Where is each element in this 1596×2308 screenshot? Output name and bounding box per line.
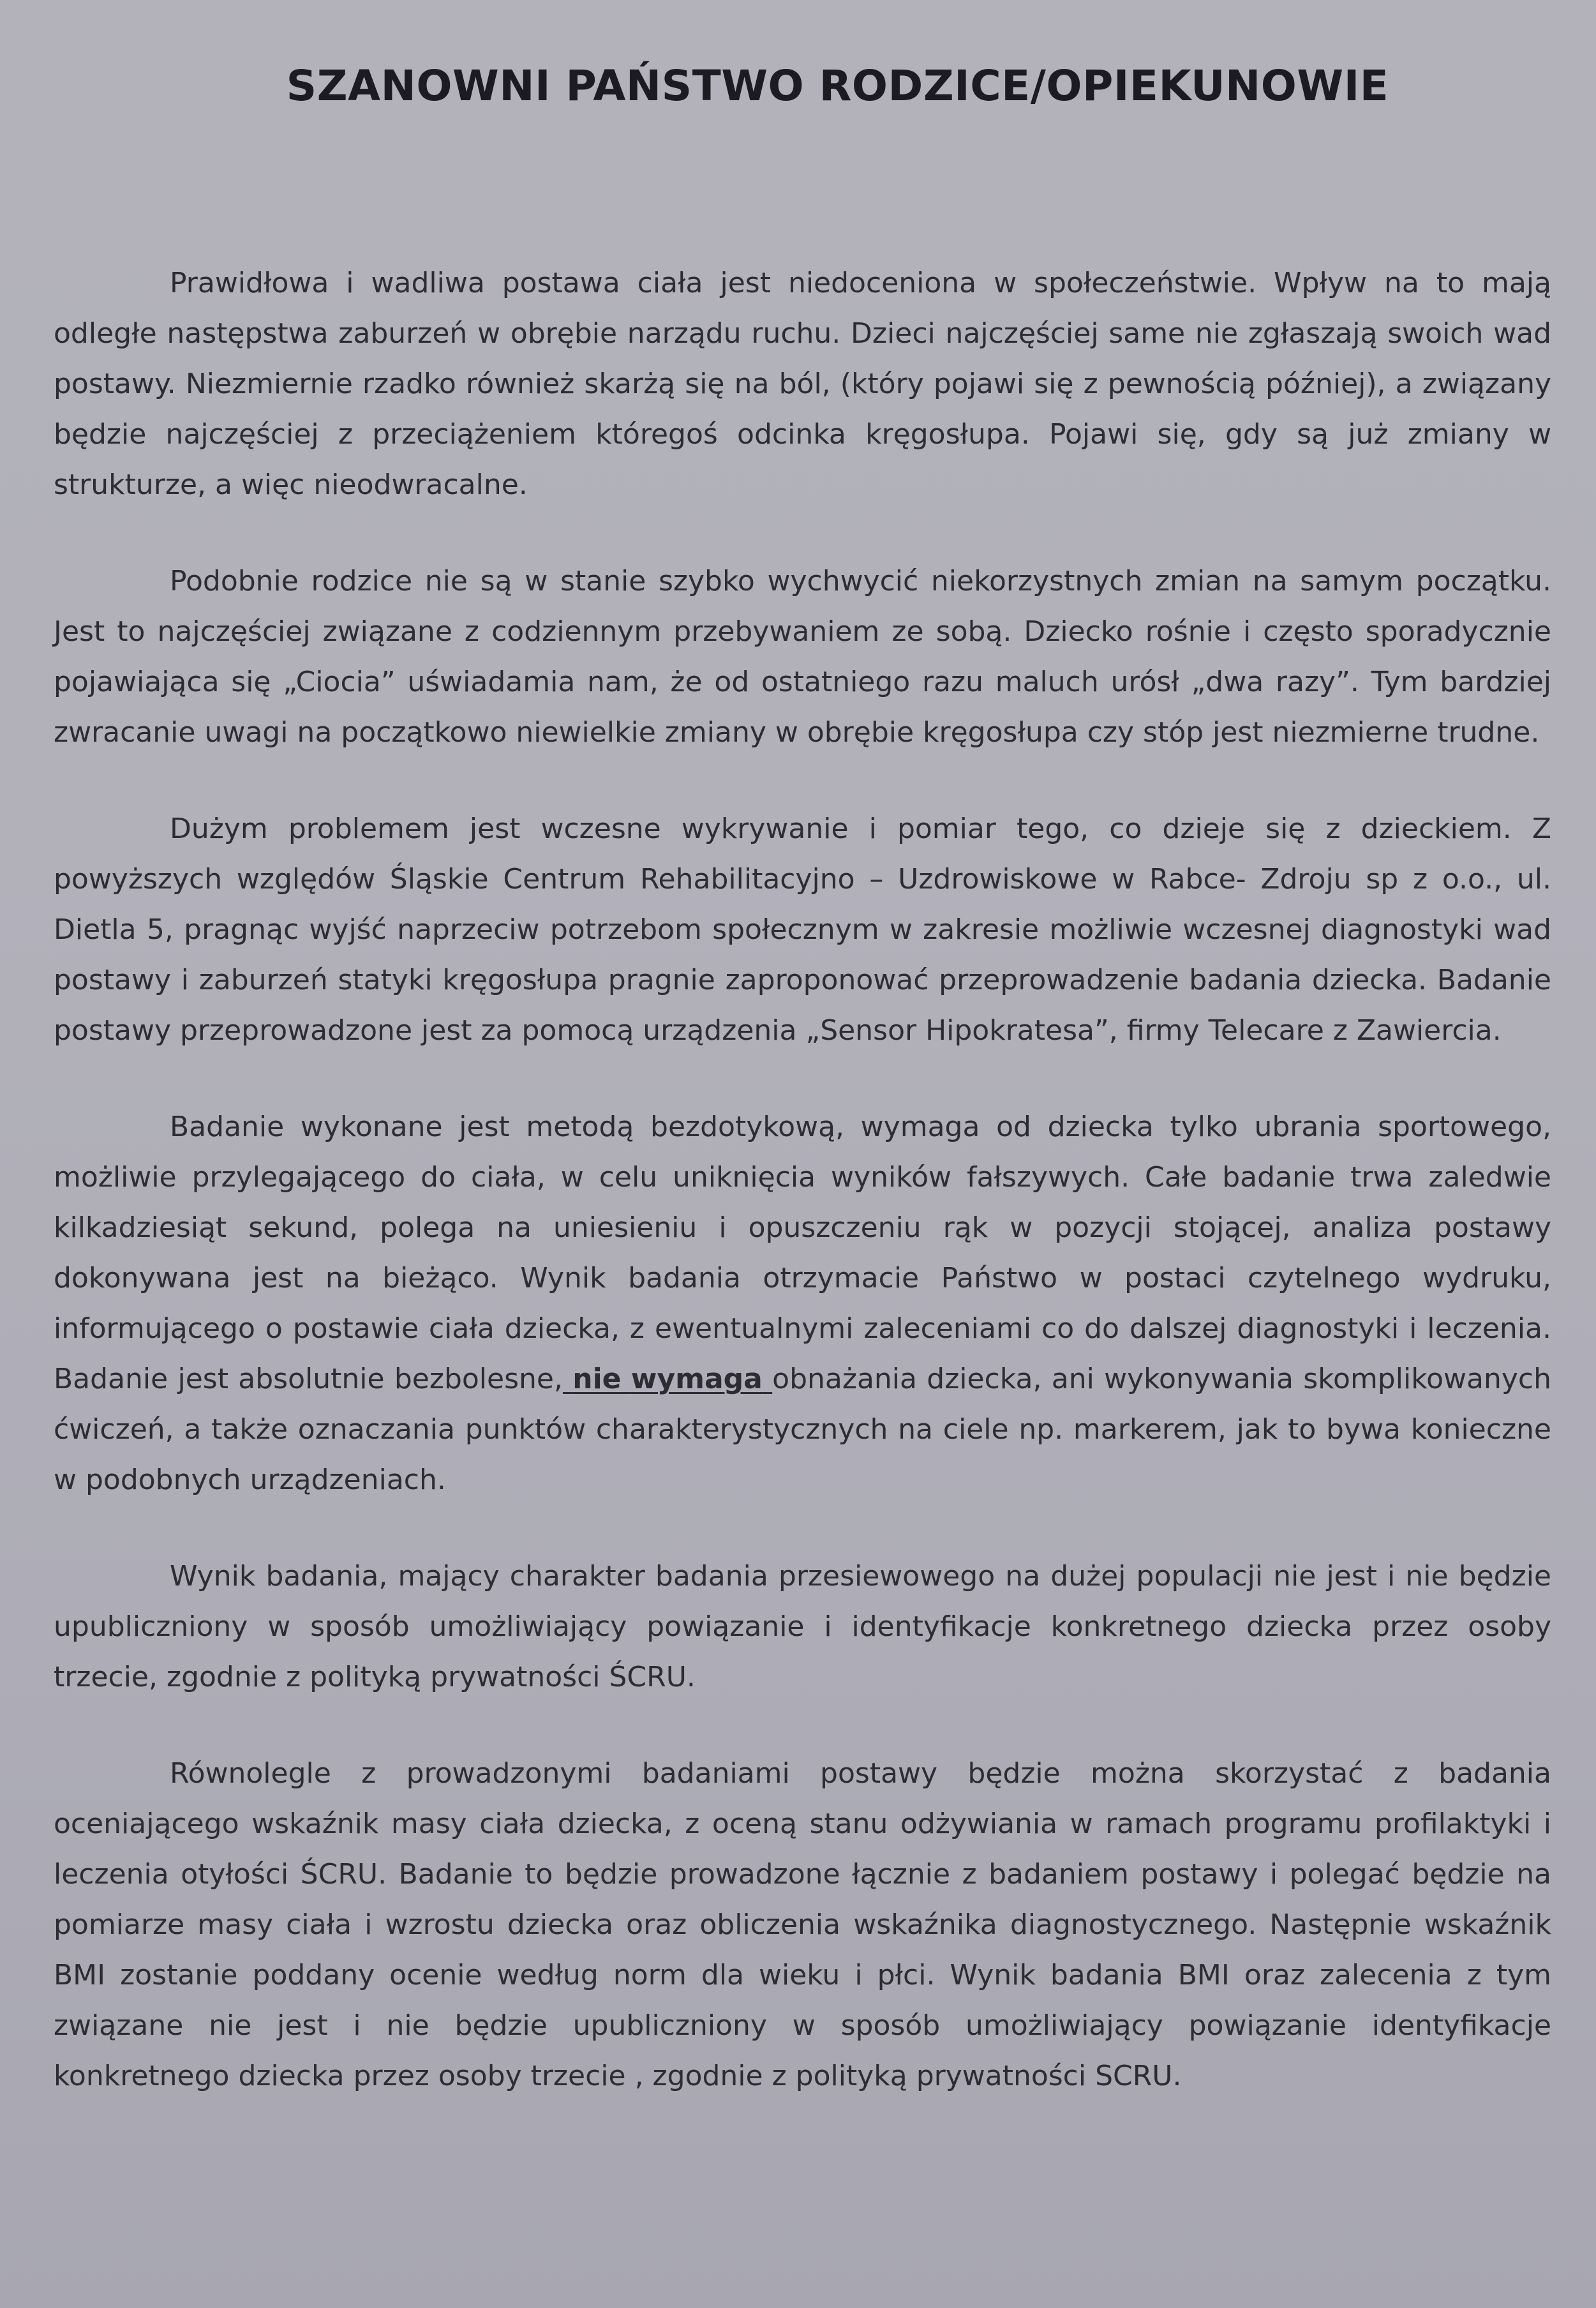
paragraph-parents: Podobnie rodzice nie są w stanie szybko wychwycić niekorzystnych zmian na samym początku. Jest to najczęściej związane z codziennym przebywaniem ze sobą. Dziecko rośnie i często sporadycznie pojawiająca się „Ciocia” uświadamia nam, że od ostatniego razu maluch urósł „dwa razy”. Tym bardziej zwracanie uwagi na początkowo niewielkie zmiany w obrębie kręgosłupa czy stóp jest niezmierne trudne. xyxy=(54,565,1551,749)
underline-gap xyxy=(563,1363,572,1395)
paragraph-bmi: Równolegle z prowadzonymi badaniami postawy będzie można skorzystać z badania oceniającego wskaźnik masy ciała dziecka, z oceną stanu odżywiania w ramach programu profilaktyki i leczenia otyłości ŚCRU. Badanie to będzie prowadzone łącznie z badaniem postawy i polegać będzie na pomiarze masy ciała i wzrostu dziecka oraz obliczenia wskaźnika diagnostycznego. Następnie wskaźnik BMI zostanie poddany ocenie według norm dla wieku i płci. Wynik badania BMI oraz zalecenia z tym związane nie jest i nie będzie upubliczniony w sposób umożliwiający powiązanie identyfikacje konkretnego dziecka przez osoby trzecie , zgodnie z polityką prywatności SCRU. xyxy=(54,1757,1551,2093)
examination-text-end: obnażania dziecka, ani wykonywania skomplikowanych ćwiczeń, a także oznaczania punktów charakterystycznych na ciele np. markerem, jak to bywa konieczne w podobnych urządzeniach. xyxy=(54,1363,1551,1497)
paragraph-examination xyxy=(54,1102,1551,1505)
underline-gap xyxy=(763,1363,772,1395)
document-body xyxy=(54,258,1551,2101)
paragraph-detection: Dużym problemem jest wczesne wykrywanie i pomiar tego, co dzieje się z dzieckiem. Z powyższych względów Śląskie Centrum Rehabilitacyjno – Uzdrowiskowe w Rabce- Zdroju sp z o.o., ul. Dietla 5, pragnąc wyjść naprzeciw potrzebom społecznym w zakresie możliwie wczesnej diagnostyki wad postawy i zaburzeń statyki kręgosłupa pragnie zaproponować przeprowadzenie badania dziecka. Badanie postawy przeprowadzone jest za pomocą urządzenia „Sensor Hipokratesa”, firmy Telecare z Zawiercia. xyxy=(54,813,1551,1047)
underline-gap xyxy=(622,1363,631,1395)
emphasis-nie: nie xyxy=(572,1363,622,1396)
emphasis-wymaga: wymaga xyxy=(630,1363,763,1396)
paragraph-privacy: Wynik badania, mający charakter badania przesiewowego na dużej populacji nie jest i nie będzie upubliczniony w sposób umożliwiający powiązanie i identyfikacje konkretnego dziecka przez osoby trzecie, zgodnie z polityką prywatności ŚCRU. xyxy=(54,1560,1551,1694)
paragraph-posture-intro: Prawidłowa i wadliwa postawa ciała jest niedoceniona w społeczeństwie. Wpływ na to mają odległe następstwa zaburzeń w obrębie narządu ruchu. Dzieci najczęściej same nie zgłaszają swoich wad postawy. Niezmiernie rzadko również skarżą się na ból, (który pojawi się z pewnością później), a związany będzie najczęściej z przeciążeniem któregoś odcinka kręgosłupa. Pojawi się, gdy są już zmiany w strukturze, a więc nieodwracalne. xyxy=(54,267,1551,502)
examination-text-start: Badanie wykonane jest metodą bezdotykową, wymaga od dziecka tylko ubrania sportowego, możliwie przylegającego do ciała, w celu uniknięcia wyników fałszywych. Całe badanie trwa zaledwie kilkadziesiąt sekund, polega na uniesieniu i opuszczeniu rąk w pozycji stojącej, analiza postawy dokonywana jest na bieżąco. Wynik badania otrzymacie Państwo w postaci czytelnego wydruku, informującego o postawie ciała dziecka, z ewentualnymi zaleceniami co do dalszej diagnostyki i leczenia. Badanie jest absolutnie bezbolesne, xyxy=(54,1111,1551,1396)
document-title: SZANOWNI PAŃSTWO RODZICE/OPIEKUNOWIE xyxy=(286,61,1389,110)
